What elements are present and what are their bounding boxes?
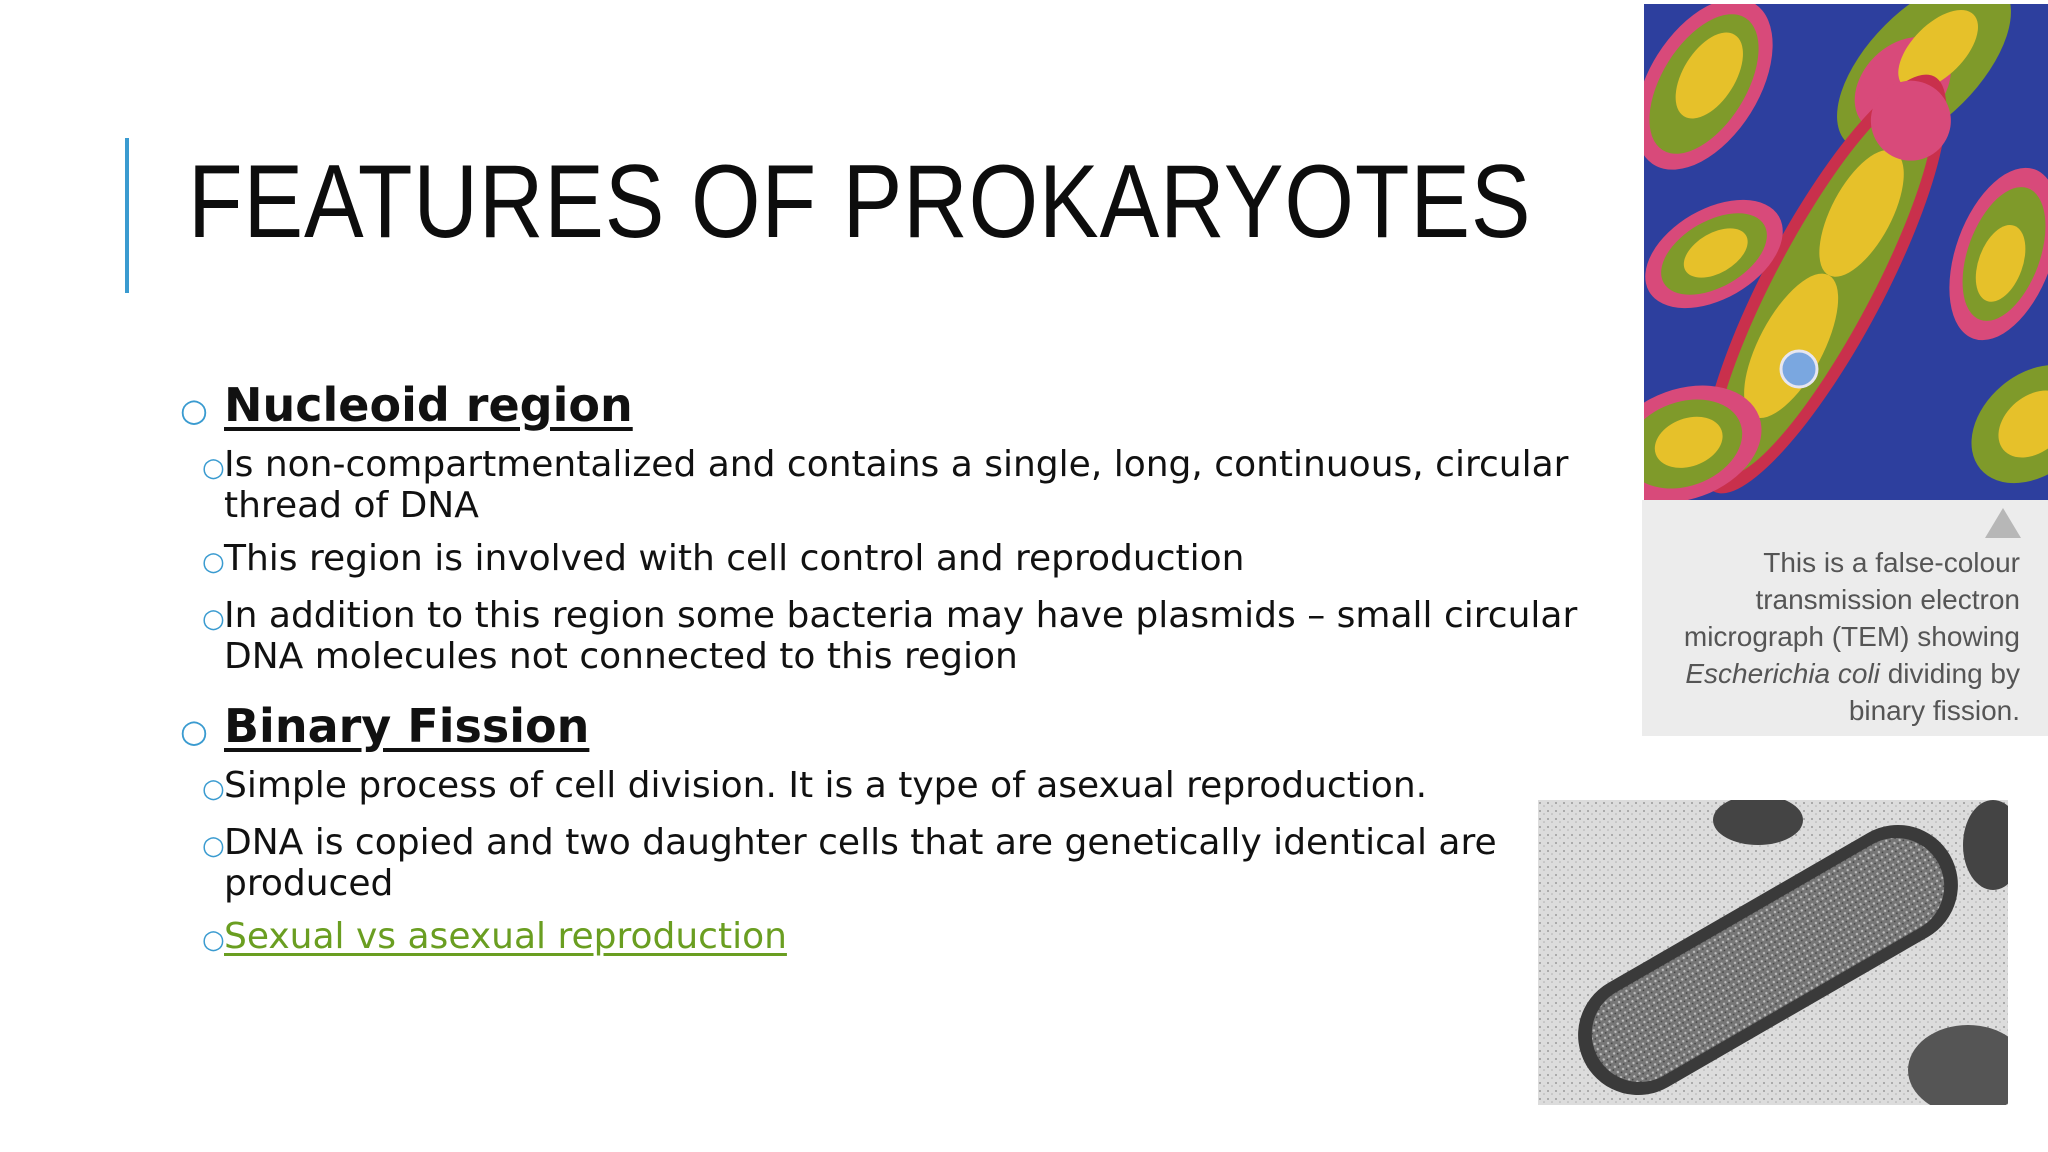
list-item [180, 538, 1650, 583]
ecoli-grayscale-tem-image [1538, 800, 2008, 1105]
bullet-text: This region is involved with cell control and reproduction [224, 538, 1245, 579]
grayscale-micrograph-illustration [1538, 800, 2008, 1105]
bullet-text: Is non-compartmentalized and contains a single, long, continuous, circular thread of DNA [224, 444, 1569, 526]
caption-arrow-icon [1985, 508, 2021, 538]
heading-text: Binary Fission [224, 699, 590, 753]
list-item [180, 765, 1650, 810]
section-heading [180, 699, 1650, 753]
sexual-vs-asexual-link[interactable]: Sexual vs asexual reproduction [224, 916, 787, 957]
bullet-icon: ○ [202, 453, 225, 483]
bullet-text: DNA is copied and two daughter cells that are genetically identical are produced [224, 822, 1497, 904]
caption-text: This is a false-colour transmission electron micrograph (TEM) showing [1683, 547, 2020, 652]
image-caption [1660, 544, 2020, 729]
ecoli-false-colour-tem-image [1644, 4, 2048, 500]
section-nucleoid-region [180, 378, 1650, 677]
list-item [180, 916, 1650, 961]
list-item [180, 595, 1650, 677]
bullet-icon: ○ [202, 774, 225, 804]
bullet-icon: ○ [180, 712, 208, 750]
section-heading [180, 378, 1650, 432]
bullet-icon: ○ [202, 925, 225, 955]
slide-title: FEATURES OF PROKARYOTES [188, 144, 1532, 260]
bullet-icon: ○ [180, 391, 208, 429]
micrograph-illustration [1644, 4, 2048, 500]
list-item [180, 822, 1650, 904]
caption-text-end: dividing by binary fission. [1848, 658, 2020, 726]
bullet-icon: ○ [202, 547, 225, 577]
bullet-text: In addition to this region some bacteria may have plasmids – small circular DNA molecules not connected to this region [224, 595, 1578, 677]
bullet-icon: ○ [202, 831, 225, 861]
title-accent-bar [125, 138, 129, 293]
caption-species: Escherichia coli [1685, 658, 1880, 689]
bullet-icon: ○ [202, 604, 225, 634]
list-item [180, 444, 1650, 526]
slide-content [180, 378, 1650, 983]
section-binary-fission [180, 699, 1650, 961]
bullet-text: Simple process of cell division. It is a type of asexual reproduction. [224, 765, 1428, 806]
heading-text: Nucleoid region [224, 378, 633, 432]
